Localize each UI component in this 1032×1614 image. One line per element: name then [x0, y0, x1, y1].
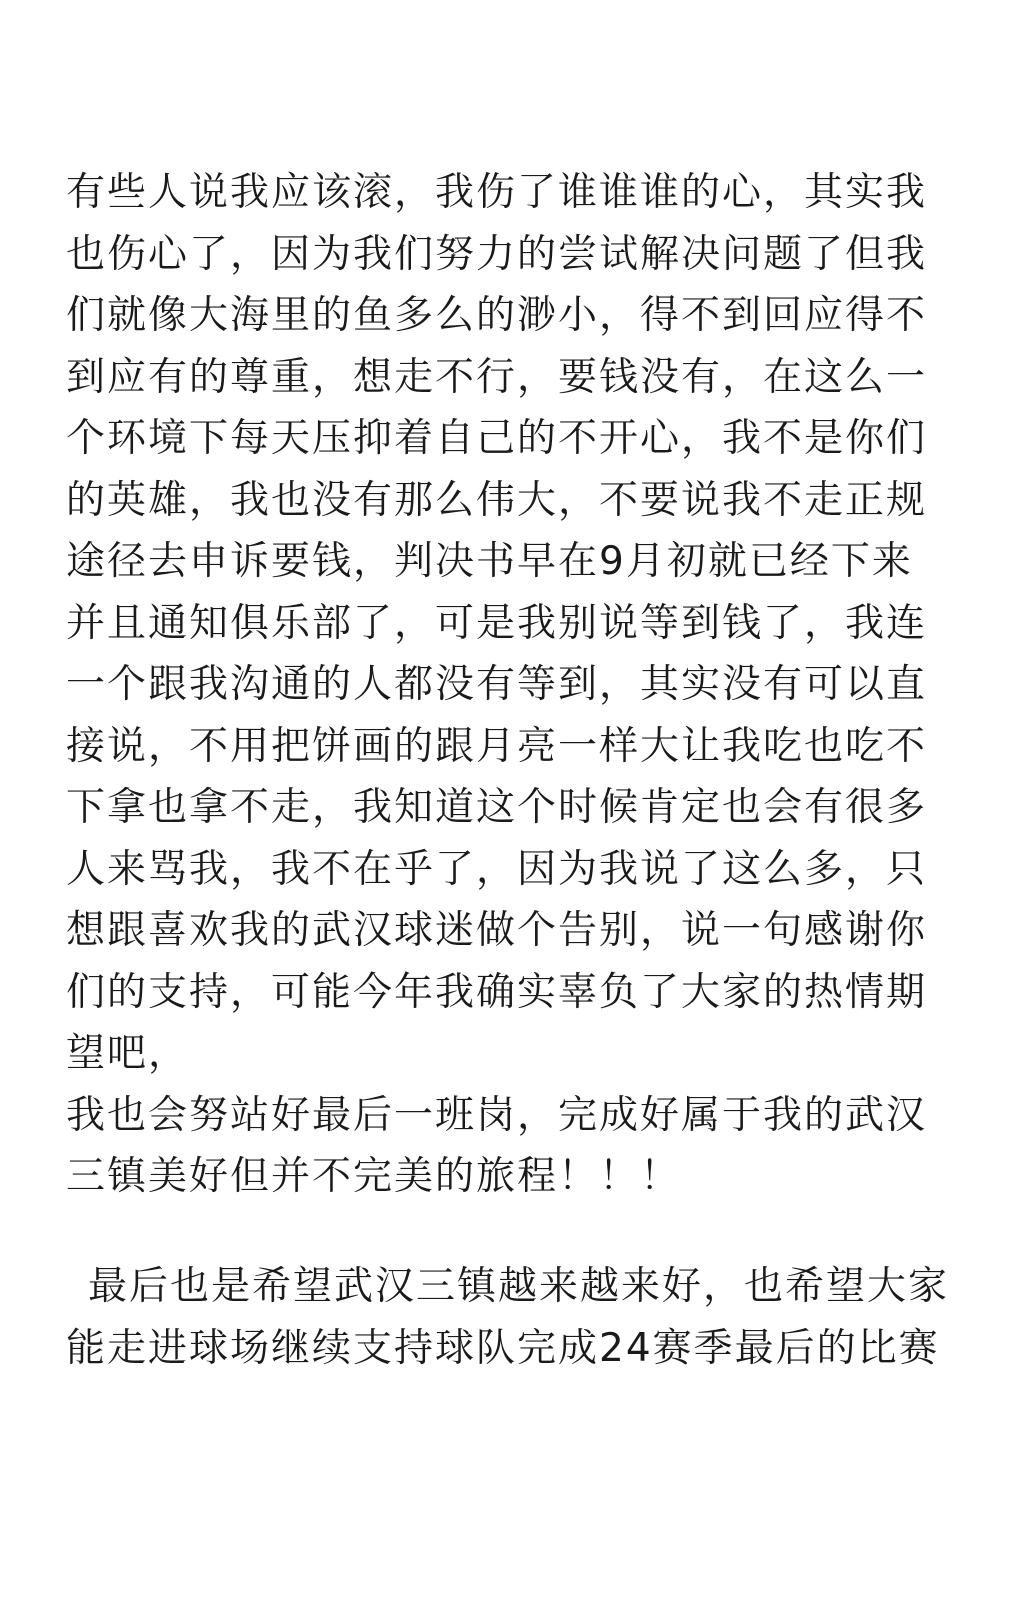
text-line: 我也会努站好最后一班岗，完成好属于我的武汉 [66, 1092, 928, 1138]
text-line: 们就像大海里的鱼多么的渺小，得不到回应得不 [66, 293, 928, 338]
text-line: 们的支持，可能今年我确实辜负了大家的热情期 [66, 969, 928, 1015]
text-line: 人来骂我，我不在乎了，因为我说了这么多，只 [66, 846, 928, 892]
text-line: 并且通知俱乐部了，可是我别说等到钱了，我连 [66, 600, 928, 646]
text-line: 望吧， [66, 1031, 190, 1076]
text-line: 三镇美好但并不完美的旅程！！！ [66, 1154, 682, 1199]
text-line: 到应有的尊重，想走不行，要钱没有，在这么一 [66, 354, 928, 400]
text-line: 一个跟我沟通的人都没有等到，其实没有可以直 [66, 662, 928, 707]
text-line: 有些人说我应该滚，我伤了谁谁谁的心，其实我 [66, 170, 928, 215]
main-paragraph [66, 162, 966, 1208]
text-line: 接说，不用把饼画的跟月亮一样大让我吃也吃不 [66, 723, 928, 769]
text-line: 途径去申诉要钱，判决书早在9月初就已经下来 [66, 539, 913, 584]
text-line: 的英雄，我也没有那么伟大，不要说我不走正规 [66, 477, 928, 523]
text-line: 想跟喜欢我的武汉球迷做个告别，说一句感谢你 [66, 908, 928, 953]
text-line: 能走进球场继续支持球队完成24赛季最后的比赛 [66, 1325, 940, 1371]
text-line: 个环境下每天压抑着自己的不开心，我不是你们 [66, 416, 928, 461]
text-line: 最后也是希望武汉三镇越来越来好，也希望大家 [88, 1264, 950, 1309]
text-line: 下拿也拿不走，我知道这个时候肯定也会有很多 [66, 785, 928, 830]
text-line: 也伤心了，因为我们努力的尝试解决问题了但我 [66, 231, 928, 277]
closing-paragraph [66, 1256, 966, 1379]
